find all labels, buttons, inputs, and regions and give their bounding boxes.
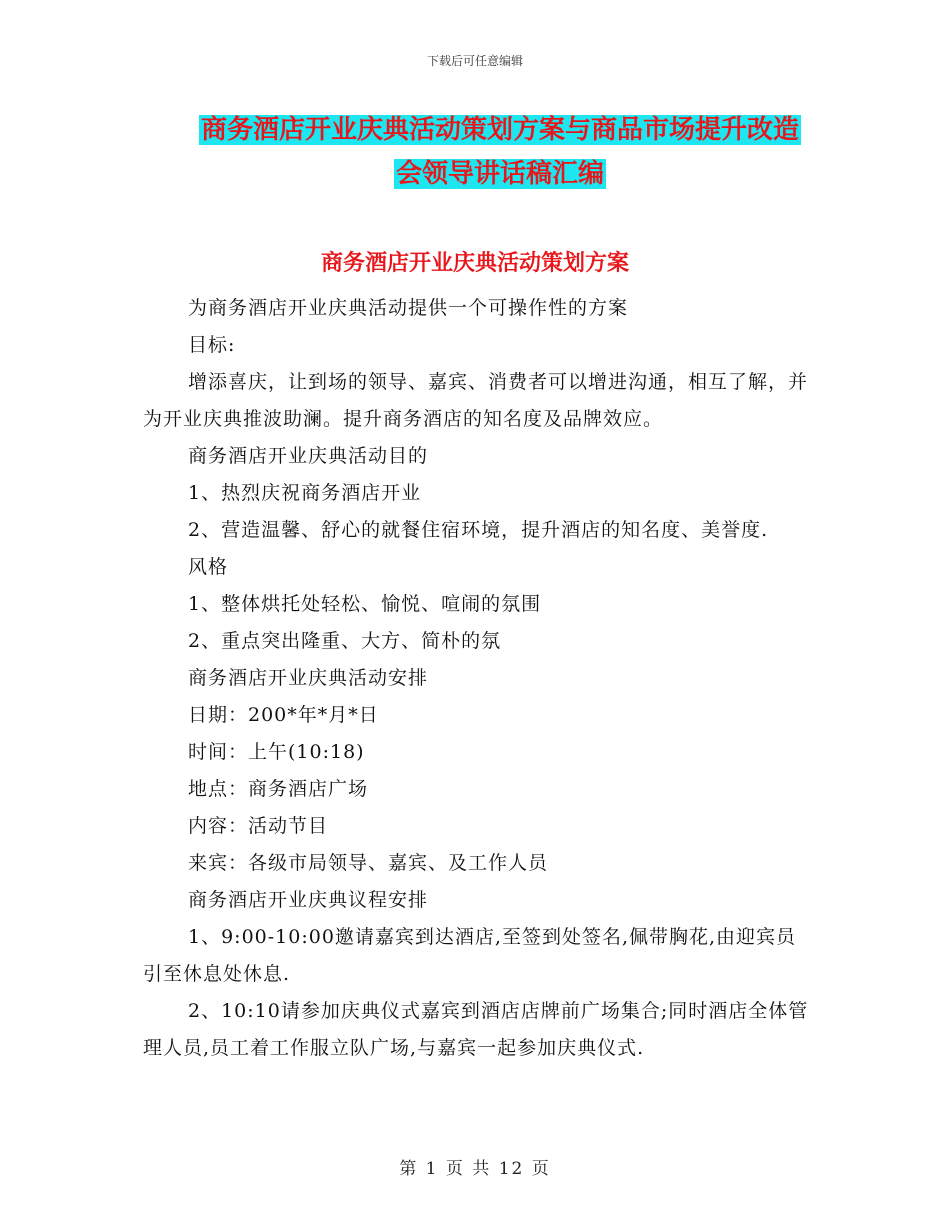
paragraph: 2、10:10请参加庆典仪式嘉宾到酒店店牌前广场集合;同时酒店全体管理人员,员工着工作服立队广场,与嘉宾一起参加庆典仪式.: [143, 1000, 809, 1059]
paragraph: 增添喜庆，让到场的领导、嘉宾、消费者可以增进沟通，相互了解，并为开业庆典推波助澜。提升商务酒店的知名度及品牌效应。: [143, 371, 809, 430]
paragraph: 为商务酒店开业庆典活动提供一个可操作性的方案: [188, 297, 629, 319]
paragraph: 1、整体烘托处轻松、愉悦、喧闹的氛围: [188, 593, 542, 615]
page-number-footer: 第 1 页 共 12 页: [399, 1159, 551, 1179]
paragraph: 时间：上午(10:18): [188, 741, 365, 763]
paragraph: 目标:: [188, 334, 236, 356]
paragraph: 1、热烈庆祝商务酒店开业: [188, 482, 422, 504]
page-header-note: 下载后可任意编辑: [426, 54, 523, 68]
paragraph: 日期：200*年*月*日: [188, 704, 379, 726]
paragraph: 2、营造温馨、舒心的就餐住宿环境，提升酒店的知名度、美誉度.: [188, 519, 769, 541]
document-title-line-1: 商务酒店开业庆典活动策划方案与商品市场提升改造: [200, 115, 799, 145]
document-title-line-2: 会领导讲话稿汇编: [395, 159, 604, 189]
paragraph: 来宾：各级市局领导、嘉宾、及工作人员: [188, 852, 549, 874]
paragraph: 1、9:00-10:00邀请嘉宾到达酒店,至签到处签名,佩带胸花,由迎宾员引至休息处休息.: [143, 926, 797, 985]
document-title: [160, 108, 840, 196]
paragraph: 地点：商务酒店广场: [188, 778, 369, 800]
paragraph: 商务酒店开业庆典议程安排: [188, 889, 429, 911]
paragraph: 2、重点突出隆重、大方、简朴的氛: [188, 630, 502, 652]
section-heading: 商务酒店开业庆典活动策划方案: [320, 251, 629, 276]
document-body: [143, 290, 813, 1067]
paragraph: 内容：活动节目: [188, 815, 329, 837]
paragraph: 风格: [188, 556, 229, 578]
paragraph: 商务酒店开业庆典活动安排: [188, 667, 429, 689]
paragraph: 商务酒店开业庆典活动目的: [188, 445, 429, 467]
